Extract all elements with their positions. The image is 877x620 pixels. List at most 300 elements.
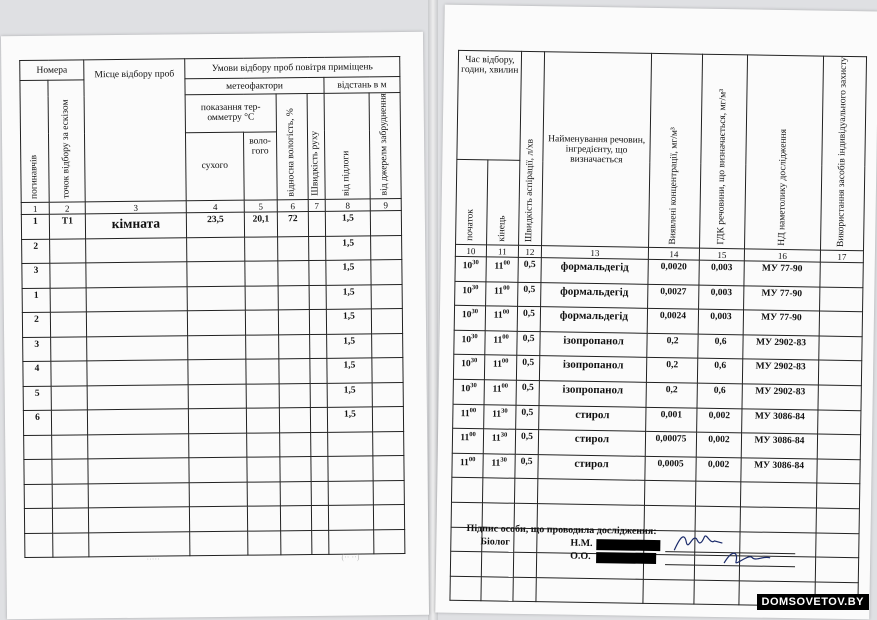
cell-wet [246, 408, 279, 433]
empty-cell [817, 459, 860, 484]
cell-dry [188, 384, 246, 409]
cell-place [87, 360, 188, 386]
cell-point [50, 288, 86, 313]
redaction-bar [596, 552, 656, 564]
empty-cell [643, 579, 694, 604]
start-hour: 11 [459, 457, 469, 469]
cell-asp: 0,5 [515, 454, 538, 479]
cell-sub: формальдегід [541, 282, 648, 308]
right-page [435, 5, 877, 620]
end-hour: 11 [491, 458, 501, 469]
header-thermometer: показання тер-омметру °С [185, 94, 276, 133]
empty-cell [820, 287, 863, 312]
cell-start [453, 379, 484, 404]
cell-point [50, 312, 86, 337]
col-number: 13 [541, 246, 648, 260]
end-minute: 00 [502, 333, 509, 341]
end-minute: 30 [500, 431, 508, 439]
cell-end [484, 404, 516, 429]
col-number: 2 [49, 202, 85, 214]
header-found: Виявлені концентрації, мг/м³ [649, 53, 703, 248]
redaction-bar [596, 539, 660, 551]
end-hour: 11 [491, 433, 501, 444]
cell-place [86, 286, 187, 312]
start-minute: 30 [471, 283, 479, 291]
empty-cell [514, 479, 537, 504]
header-conditions: Умови відбору проб повітря приміщень [185, 57, 400, 79]
empty-cell [53, 533, 89, 558]
cell-point [50, 239, 86, 264]
empty-cell [280, 481, 311, 506]
col-number: 10 [455, 244, 486, 256]
cell-found: 0,0005 [645, 456, 696, 481]
cell-dry [187, 310, 245, 335]
empty-cell [371, 309, 402, 334]
empty-cell [370, 211, 401, 236]
cell-n: 2 [22, 312, 50, 337]
signature-name-2: О.О. [570, 550, 591, 562]
cell-floor: 1,5 [327, 358, 372, 383]
cell-gdk: 0,6 [698, 334, 743, 359]
empty-cell [371, 284, 402, 309]
cell-floor: 1,5 [327, 383, 372, 408]
empty-cell [819, 311, 862, 336]
header-nd: НД наметолику дослідження [745, 55, 824, 250]
start-hour: 10 [461, 310, 472, 321]
cell-nd: МУ 2902-83 [743, 335, 819, 361]
start-minute: 00 [469, 406, 477, 414]
header-floor: від підлоги [324, 93, 370, 200]
empty-cell [817, 434, 860, 459]
cell-dry: 23,5 [186, 212, 244, 237]
end-hour: 11 [493, 310, 503, 321]
watermark: DOMSOVETOV.BY [757, 594, 869, 610]
cell-asp: 0,5 [518, 282, 541, 307]
empty-cell [450, 576, 481, 601]
end-hour: 11 [493, 286, 504, 297]
empty-cell [88, 507, 189, 533]
col-number: 16 [744, 249, 820, 262]
empty-cell [373, 431, 404, 456]
empty-cell [89, 531, 190, 557]
cell-floor: 1,5 [327, 334, 372, 359]
end-minute: 00 [501, 357, 509, 366]
empty-cell [281, 530, 312, 555]
empty-cell [481, 552, 513, 577]
cell-floor: 1,5 [327, 407, 372, 432]
empty-cell [24, 508, 52, 533]
empty-cell [52, 484, 88, 509]
cell-found: 0,2 [646, 358, 697, 383]
cell-start [454, 330, 485, 355]
cell-start [455, 256, 486, 281]
header-meteo: метеофактори [185, 77, 324, 94]
sampling-conditions-table [19, 56, 405, 558]
col-number: 11 [486, 245, 518, 258]
cell-gdk: 0,002 [696, 432, 741, 457]
empty-cell [695, 506, 740, 531]
end-hour: 11 [492, 409, 502, 420]
cell-sub: стирол [538, 454, 645, 480]
end-hour: 11 [492, 384, 502, 395]
empty-cell [328, 505, 373, 530]
empty-cell [816, 508, 859, 533]
empty-cell [189, 482, 247, 507]
cell-hum [279, 359, 310, 384]
empty-cell [371, 260, 402, 285]
cell-hum [278, 236, 309, 261]
header-source: від джерелм забруднення [369, 93, 401, 199]
header-start: початок [456, 159, 488, 244]
empty-cell [88, 433, 189, 459]
empty-cell [537, 479, 644, 505]
empty-cell [280, 432, 311, 457]
empty-cell [189, 433, 247, 458]
empty-cell [247, 506, 280, 531]
empty-cell [309, 236, 326, 261]
cell-floor: 1,5 [326, 285, 371, 310]
cell-place [86, 262, 187, 288]
empty-cell [513, 577, 536, 602]
col-number: 4 [186, 200, 244, 213]
start-minute: 30 [471, 308, 479, 316]
header-place: Місце відбору проб [84, 59, 186, 202]
cell-place [87, 335, 188, 361]
cell-wet [246, 359, 279, 384]
empty-cell [328, 432, 373, 457]
cell-hum: 72 [277, 212, 308, 237]
cell-sub: ізопропанол [539, 356, 646, 382]
cell-place [87, 409, 188, 435]
cell-hum [278, 285, 309, 310]
empty-cell [52, 508, 88, 533]
empty-cell [311, 481, 328, 506]
cell-wet [245, 261, 278, 286]
cell-nd: МУ 77-90 [744, 286, 820, 312]
cell-nd: МУ 3086-84 [741, 433, 817, 459]
cell-end [484, 355, 516, 380]
empty-cell [816, 483, 859, 508]
cell-nd: МУ 77-90 [744, 261, 820, 287]
end-hour: 11 [492, 360, 502, 371]
cell-end [484, 380, 516, 405]
empty-cell [309, 285, 326, 310]
cell-asp: 0,5 [516, 380, 539, 405]
col-number: 15 [699, 248, 744, 261]
start-minute: 30 [470, 357, 478, 365]
empty-cell [189, 457, 247, 482]
cell-found: 0,0020 [648, 259, 699, 284]
empty-cell [373, 480, 404, 505]
cell-sub: стирол [539, 405, 646, 431]
cell-sub: стирол [538, 430, 645, 456]
empty-cell [311, 432, 328, 457]
start-minute: 30 [470, 382, 477, 390]
empty-cell [536, 577, 643, 603]
empty-cell [373, 505, 404, 530]
header-distance: відстань в м [324, 77, 400, 94]
col-number: 12 [518, 245, 541, 257]
cell-nd: МУ 77-90 [743, 310, 819, 336]
empty-cell [372, 358, 403, 383]
signature-name-1: Н.М. [570, 537, 593, 550]
empty-cell [247, 457, 280, 482]
empty-cell [815, 557, 858, 582]
cell-sub: ізопропанол [540, 331, 647, 357]
cell-start [453, 355, 484, 380]
start-minute: 00 [468, 455, 476, 463]
empty-cell [373, 456, 404, 481]
cell-gdk: 0,002 [696, 457, 741, 482]
empty-cell [310, 407, 327, 432]
end-minute: 30 [501, 407, 508, 415]
cell-wet [246, 384, 279, 409]
cell-start [455, 281, 486, 306]
header-time: Час відбору, годин, хвилин [457, 50, 522, 160]
col-number: 6 [277, 200, 308, 212]
cell-gdk: 0,6 [697, 359, 742, 384]
cell-n: 3 [22, 263, 50, 288]
empty-cell [52, 435, 88, 460]
empty-cell [24, 435, 52, 460]
cell-dry [187, 286, 245, 311]
cell-wet [246, 335, 279, 360]
cell-dry [187, 261, 245, 286]
header-points: точок відбору за ескізом [48, 80, 85, 203]
cell-hum [278, 261, 309, 286]
cell-nd: МУ 2902-83 [742, 359, 818, 385]
empty-cell [371, 235, 402, 260]
empty-cell [372, 382, 403, 407]
empty-cell [740, 507, 816, 533]
cell-point [50, 263, 86, 288]
cell-n: 1 [22, 288, 50, 313]
empty-cell [309, 261, 326, 286]
start-hour: 11 [460, 433, 470, 444]
header-dry: сухого [185, 132, 244, 201]
empty-cell [329, 530, 374, 555]
empty-cell [247, 481, 280, 506]
empty-cell [818, 410, 861, 435]
cell-point [51, 386, 87, 411]
end-minute: 00 [503, 284, 510, 292]
print-through-mark: (·· ··) [341, 552, 360, 562]
cell-dry [188, 335, 246, 360]
empty-cell [25, 533, 53, 558]
empty-cell [818, 360, 861, 385]
cell-n: 3 [23, 337, 51, 362]
empty-cell [311, 505, 328, 530]
cell-start [452, 429, 483, 454]
start-minute: 30 [472, 259, 479, 267]
empty-cell [309, 310, 326, 335]
cell-end [485, 331, 517, 356]
cell-asp: 0,5 [516, 405, 539, 430]
cell-sub: формальдегід [540, 307, 647, 333]
empty-cell [312, 530, 329, 555]
cell-found: 0,2 [647, 333, 698, 358]
cell-sub: формальдегід [541, 258, 648, 284]
header-substance: Найменування речовин, інгредієнту, що визначається [542, 52, 652, 248]
col-number: 17 [820, 250, 863, 263]
cell-hum [278, 310, 309, 335]
empty-cell [328, 481, 373, 506]
empty-cell [24, 484, 52, 509]
cell-hum [279, 383, 310, 408]
empty-cell [280, 457, 311, 482]
cell-point [51, 337, 87, 362]
cell-found: 0,2 [646, 382, 697, 407]
cell-n: 2 [22, 239, 50, 264]
cell-wet [245, 310, 278, 335]
col-number: 14 [648, 247, 699, 260]
empty-cell [308, 212, 325, 237]
start-minute: 00 [469, 431, 476, 439]
cell-hum [279, 334, 310, 359]
cell-nd: МУ 3086-84 [741, 458, 817, 484]
cell-start [454, 306, 485, 331]
end-hour: 11 [493, 335, 503, 346]
empty-cell [190, 531, 248, 556]
cell-start [453, 404, 484, 429]
empty-cell [374, 529, 405, 554]
empty-cell [482, 478, 514, 503]
cell-wet [245, 286, 278, 311]
empty-cell [247, 433, 280, 458]
empty-cell [481, 577, 513, 602]
cell-end [486, 281, 518, 306]
cell-found: 0,0024 [647, 309, 698, 334]
cell-dry [188, 359, 246, 384]
empty-cell [280, 506, 311, 531]
end-hour: 11 [494, 261, 504, 272]
cell-found: 0,0027 [648, 284, 699, 309]
cell-wet: 20,1 [244, 212, 277, 237]
empty-cell [740, 482, 816, 508]
empty-cell [694, 580, 739, 605]
start-hour: 10 [462, 261, 473, 272]
empty-cell [644, 481, 695, 506]
empty-cell [52, 459, 88, 484]
cell-gdk: 0,6 [697, 383, 742, 408]
header-numbers: Номера [20, 60, 84, 81]
cell-found: 0,001 [646, 407, 697, 432]
empty-cell [372, 407, 403, 432]
header-seq: погинавчів [20, 80, 49, 202]
empty-cell [818, 385, 861, 410]
cell-end [486, 257, 518, 282]
empty-cell [819, 336, 862, 361]
cell-end [485, 306, 517, 331]
empty-cell [310, 359, 327, 384]
cell-nd: МУ 3086-84 [742, 408, 818, 434]
end-minute: 00 [501, 382, 509, 390]
cell-dry [188, 408, 246, 433]
cell-point [51, 361, 87, 386]
cell-start [452, 453, 483, 478]
empty-cell [450, 551, 481, 576]
cell-n: 4 [23, 361, 51, 386]
col-number: 7 [308, 200, 325, 212]
cell-wet [245, 237, 278, 262]
signature-role: Біолог [480, 536, 510, 548]
cell-floor: 1,5 [326, 236, 371, 261]
start-minute: 30 [471, 332, 478, 341]
left-page [1, 32, 429, 619]
empty-cell [88, 458, 189, 484]
empty-cell [310, 383, 327, 408]
header-gdk: ГДК речовини, що визначається, мг/м³ [700, 54, 748, 249]
cell-sub: ізопропанол [539, 381, 646, 407]
cell-asp: 0,5 [517, 307, 540, 332]
start-hour: 11 [460, 408, 470, 419]
start-hour: 10 [462, 285, 472, 296]
cell-asp: 0,5 [516, 356, 539, 381]
cell-gdk: 0,002 [697, 408, 742, 433]
cell-point [51, 410, 87, 435]
header-speed: Швидкість руху [307, 93, 325, 199]
header-wet: воло-гого [243, 132, 277, 201]
empty-cell [24, 459, 52, 484]
cell-end [483, 429, 515, 454]
cell-n: 5 [23, 386, 51, 411]
cell-n: 6 [23, 410, 51, 435]
empty-cell [248, 530, 281, 555]
empty-cell [695, 482, 740, 507]
cell-asp: 0,5 [515, 429, 538, 454]
col-number: 5 [244, 200, 277, 212]
header-end: кінець [487, 160, 520, 245]
cell-asp: 0,5 [518, 257, 541, 282]
empty-cell [310, 334, 327, 359]
cell-hum [279, 408, 310, 433]
cell-gdk: 0,003 [699, 285, 744, 310]
cell-end [483, 454, 515, 479]
cell-place: кімната [85, 213, 186, 239]
empty-cell [372, 333, 403, 358]
header-aspiration: Швидкість аспірації, л/хв [519, 51, 545, 245]
cell-nd: МУ 2902-83 [742, 384, 818, 410]
empty-cell [820, 262, 863, 287]
cell-floor: 1,5 [326, 260, 371, 285]
empty-cell [513, 552, 536, 577]
cell-gdk: 0,003 [698, 309, 743, 334]
handwritten-signature [718, 545, 778, 570]
col-number: 3 [85, 201, 186, 214]
cell-place [87, 384, 188, 410]
start-hour: 10 [461, 359, 471, 370]
col-number: 1 [21, 202, 49, 214]
cell-place [86, 311, 187, 337]
header-protection: Використання засобів індивідуального захисту [820, 56, 866, 251]
end-minute: 00 [502, 308, 510, 316]
cell-place [86, 237, 187, 263]
cell-floor: 1,5 [325, 211, 370, 236]
signature-title: Підпис особи, що проводила дослідження: [466, 523, 657, 538]
cell-n: 1 [21, 214, 49, 239]
empty-cell [311, 456, 328, 481]
start-hour: 10 [460, 384, 471, 395]
cell-floor: 1,5 [326, 309, 371, 334]
empty-cell [816, 533, 859, 558]
cell-point: Т1 [49, 214, 85, 239]
print-through-mark: ····· [146, 554, 160, 564]
cell-asp: 0,5 [517, 331, 540, 356]
cell-dry [187, 237, 245, 262]
col-number: 8 [325, 199, 370, 211]
cell-found: 0,00075 [645, 432, 696, 457]
empty-cell [88, 482, 189, 508]
